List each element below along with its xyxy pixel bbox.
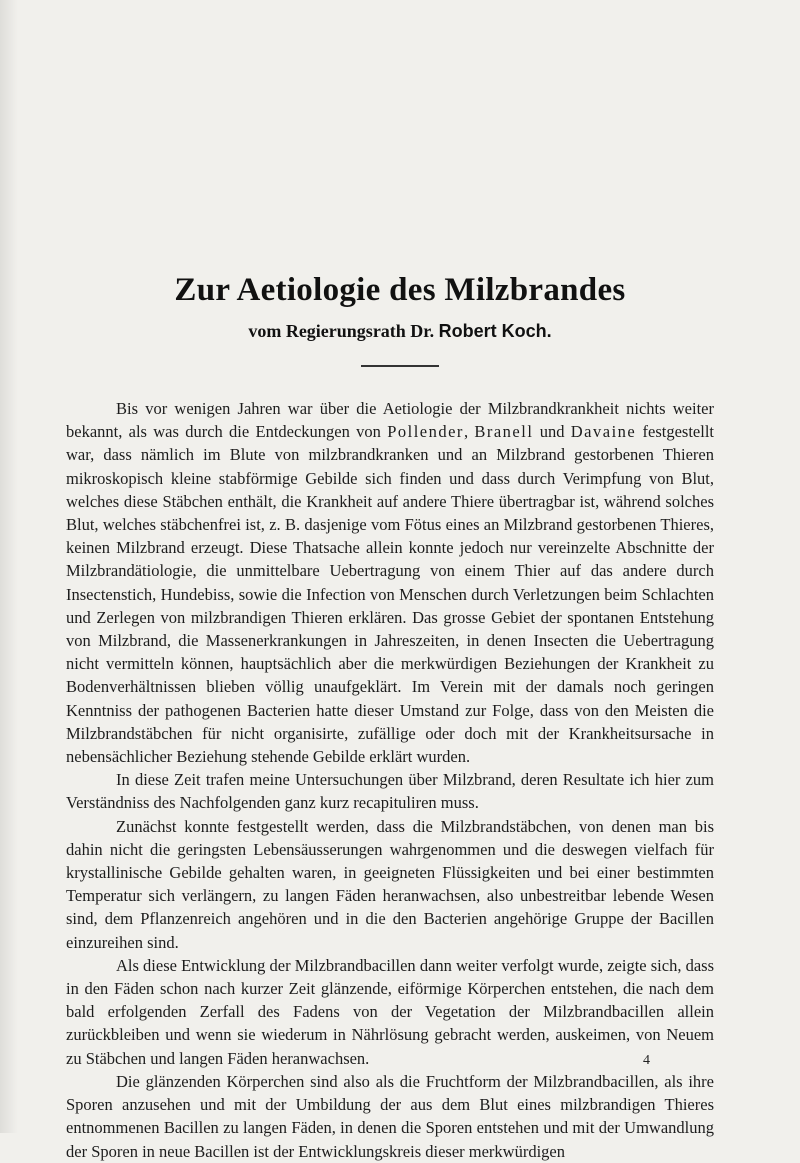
page-edge-shadow (0, 0, 18, 1133)
paragraph-3: Zunächst konnte festgestellt werden, dass die Milzbrandstäbchen, von denen man bis dahin nicht die geringsten Lebensäusserungen wahrgenommen und die deswegen vielfach für krystallinische Gebilde gehalten waren, in geeigneten Flüssigkeiten und bei einer bestimmten Temperatur sich verlängern, zu langen Fäden heranwachsen, also unbestreitbar lebende Wesen sind, dem Pflanzenreich angehören und in die den Bacterien angehörige Gruppe der Bacillen einzureihen sind. (66, 816, 714, 952)
paragraph-1-sep-a: , (463, 422, 475, 442)
title-rule (361, 365, 439, 367)
author-name: Robert Koch. (438, 321, 552, 341)
paragraph-5: Die glänzenden Körperchen sind also als die Fruchtform der Milzbrandbacillen, als ihre Sporen anzusehen und mit der Umbildung der aus dem Blut eines milzbrandigen Thieres entnommenen Bacillen zu langen Fäden, in denen die Sporen entstehen und mit der Umwandlung der Sporen in neue Bacillen ist der Entwicklungskreis dieser merkwürdigen (66, 1071, 714, 1161)
paragraph-1-text-a: Bis vor wenigen Jahren war über die Aetiologie der Milzbrandkrankheit nichts weiter bekannt, als was durch die Entdeckungen von (66, 399, 714, 442)
article-body (66, 397, 714, 1163)
paragraph-1-sep-b: und (533, 422, 571, 442)
name-branell: Branell (474, 422, 534, 442)
page-number: 4 (643, 1053, 650, 1068)
paragraph-1-text-b: festgestellt war, dass nämlich im Blute von milzbrandkranken und an Milzbrand gestorbenen Thieren mikroskopisch kleine stabförmige Gebilde sich finden und dass durch Verimpfung von Blut, welches diese Stäbchen enthält, die Krankheit auf andere Thiere übertragbar ist, während solches Blut, welches stäbchenfrei ist, z. B. dasjenige vom Fötus eines an Milzbrand gestorbenen Thieres, keinen Milzbrand erzeugt. Diese Thatsache allein konnte jedoch nur vereinzelte Abschnitte der Milzbrandätiologie, die unmittelbare Uebertragung von einem Thier auf das andere durch Insectenstich, Hundebiss, sowie die Infection von Menschen durch Verletzungen beim Schlachten und Zerlegen von milzbrandigen Thieren erklären. Das grosse Gebiet der spontanen Entstehung von Milzbrand, die Massenerkrankungen in Jahreszeiten, in denen Insecten die Uebertragung nicht vermitteln können, hauptsächlich aber die merkwürdigen Beziehungen der Krankheit zu Bodenverhältnissen blieben völlig unaufgeklärt. Im Verein mit der damals noch geringen Kenntniss der pathogenen Bacterien hatte dieser Umstand zur Folge, dass von den Meisten die Milzbrandstäbchen für nicht organisirte, zufällige oder doch mit der Krankheitsursache in nebensächlicher Beziehung stehende Gebilde erklärt wurden. (66, 422, 715, 767)
article-title: Zur Aetiologie des Milzbrandes (174, 272, 626, 308)
paragraph-1 (66, 397, 714, 768)
byline (0, 321, 800, 342)
paragraph-2: In diese Zeit trafen meine Untersuchungen über Milzbrand, deren Resultate ich hier zum Verständniss des Nachfolgenden ganz kurz recapituliren muss. (66, 770, 714, 813)
name-davaine: Davaine (570, 422, 637, 442)
paragraph-4: Als diese Entwicklung der Milzbrandbacillen dann weiter verfolgt wurde, zeigte sich, dass in den Fäden schon nach kurzer Zeit glänzende, eiförmige Körperchen entstehen, die nach dem bald erfolgenden Zerfall des Fadens von der Vegetation der Milzbrandbacillen allein zurückbleiben und wenn sie wiederum in Nährlösung gebracht werden, auskeimen, von Neuem zu Stäbchen und langen Fäden heranwachsen. (66, 955, 714, 1068)
byline-prefix: vom Regierungsrath Dr. (248, 321, 439, 341)
name-pollender: Pollender (387, 422, 464, 442)
